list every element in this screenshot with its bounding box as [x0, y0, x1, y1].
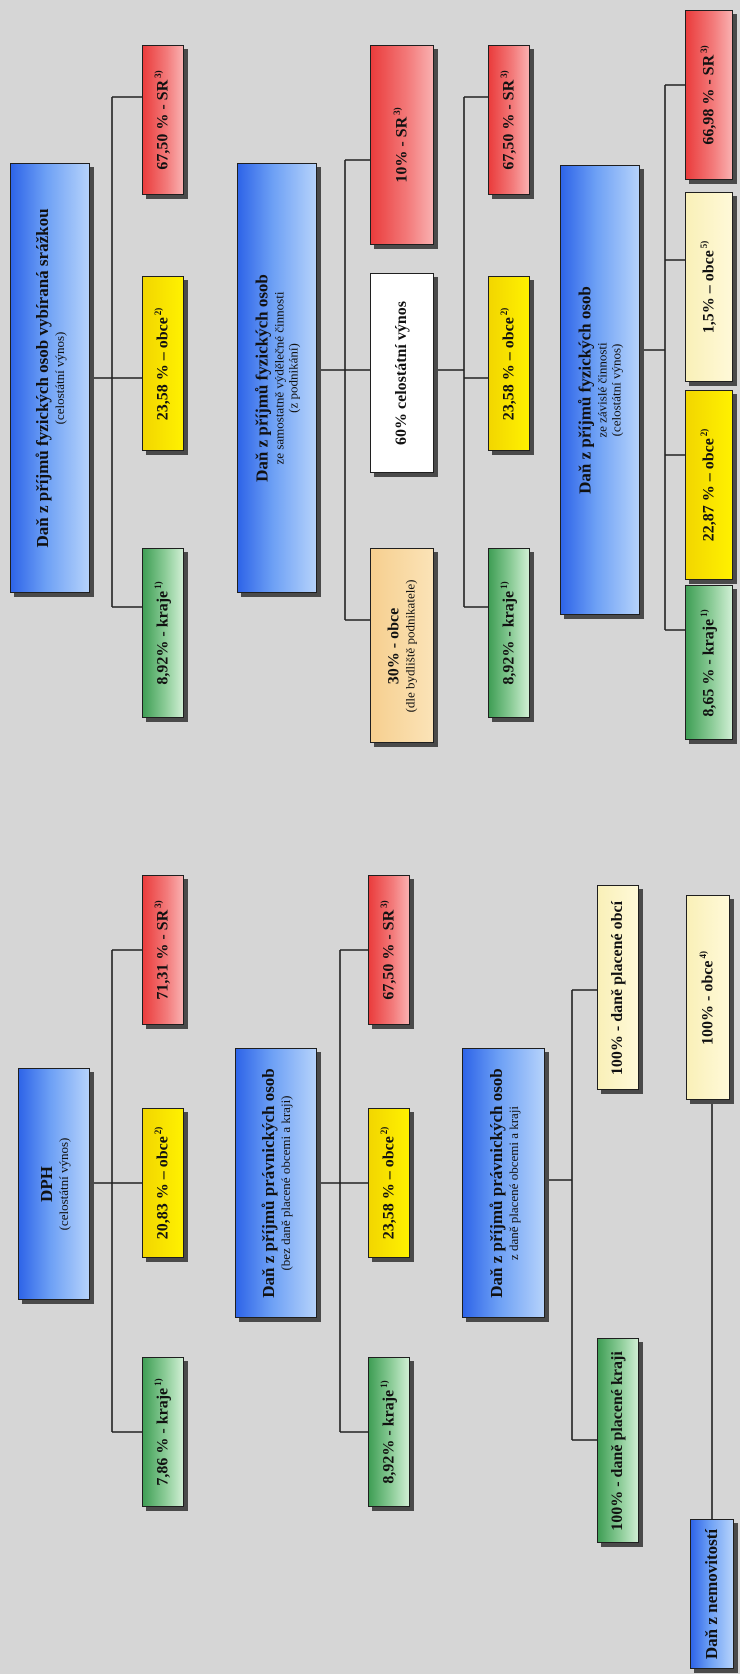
- node-dpfo-podnikani-obce30: 30% - obce (dle bydliště podnikatele): [370, 548, 434, 743]
- node-dpfo-podnikani-subtitle: ze samostatně výdělečné činnosti: [270, 291, 286, 465]
- node-dpfo-zavisla-obce: 22,87 % – obce$^{2)}$: [685, 390, 733, 580]
- node-dppo-title: Daň z příjmů právnických osob: [258, 1068, 278, 1298]
- node-dpfo-podnikani-obce: 23,58 % – obce$^{2)}$: [488, 276, 530, 451]
- node-dpfo-podnikani-sr: 67,50 % - SR$^{3)}$: [488, 45, 530, 195]
- node-nemovitosti-obce: 100% - obce$^{4)}$: [686, 895, 730, 1100]
- node-dpfo-zavisla: [560, 165, 640, 615]
- node-dppo-obce-kraje: [462, 1048, 545, 1318]
- node-dane-placene-obci: 100% - daně placené obcí: [597, 885, 639, 1090]
- node-dph-kraje: 7,86 % - kraje$^{1)}$: [142, 1357, 184, 1507]
- node-dpfo-zavisla-kraje: 8,65 % - kraje$^{1)}$: [685, 585, 733, 740]
- node-dph: [18, 1068, 90, 1300]
- node-dpfo-srazka-subtitle: (celostátní výnos): [51, 331, 67, 425]
- node-dpfo-podnikani: [237, 163, 317, 593]
- node-dph-subtitle: (celostátní výnos): [55, 1137, 71, 1231]
- node-dpfo-srazka-obce: 23,58 % – obce$^{2)}$: [142, 276, 184, 451]
- node-dpfo-podnikani-title: Daň z příjmů fyzických osob: [252, 274, 272, 482]
- node-dph-title: DPH: [36, 1166, 56, 1202]
- node-dpfo-srazka-sr: 67,50 % - SR$^{3)}$: [142, 45, 184, 195]
- node-dane-placene-kraji: 100% - daně placené kraji: [597, 1338, 639, 1543]
- node-dpfo-srazka: [10, 163, 90, 593]
- node-dpfo-zavisla-title: Daň z příjmů fyzických osob: [575, 286, 595, 494]
- node-dpfo-zavisla-sr: 66,98 % - SR$^{3)}$: [685, 10, 733, 180]
- node-dan-z-nemovitosti: [690, 1519, 734, 1669]
- node-dppo-obce-kraje-subtitle: z daně placené obcemi a kraji: [504, 1105, 520, 1261]
- node-dan-z-nemovitosti-title: Daň z nemovitostí: [702, 1528, 722, 1660]
- node-dpfo-zavisla-subtitle: ze závislé činnosti: [593, 342, 609, 438]
- node-dpfo-podnikani-kraje: 8,92% - kraje$^{1)}$: [488, 548, 530, 718]
- node-dpfo-podnikani-sr10: 10% - SR$^{3)}$: [370, 45, 434, 245]
- node-dpfo-podnikani-subtitle2: (z podnikání): [285, 343, 301, 413]
- node-dpfo-podnikani-celostatni: 60% celostátní výnos: [370, 273, 434, 473]
- node-dph-obce: 20,83 % – obce$^{2)}$: [142, 1108, 184, 1258]
- node-dppo-kraje: 8,92% - kraje$^{1)}$: [368, 1357, 410, 1507]
- node-dppo-sr: 67,50 % - SR$^{3)}$: [368, 875, 410, 1025]
- node-dpfo-zavisla-subtitle2: (celostátní výnos): [608, 343, 624, 437]
- node-dpfo-srazka-kraje: 8,92% - kraje$^{1)}$: [142, 548, 184, 718]
- node-dpfo-srazka-title: Daň z příjmů fyzických osob vybíraná srážkou: [32, 208, 52, 548]
- node-dppo-obce: 23,58 % – obce$^{2)}$: [368, 1108, 410, 1258]
- node-dppo-subtitle: (bez daně placené obcemi a kraji): [277, 1095, 293, 1271]
- node-dppo-obce-kraje-title: Daň z příjmů právnických osob: [486, 1068, 506, 1298]
- node-dph-sr: 71,31 % - SR$^{3)}$: [142, 875, 184, 1025]
- node-dppo: [235, 1048, 317, 1318]
- node-dpfo-zavisla-obce15: 1,5% – obce$^{5)}$: [685, 192, 733, 382]
